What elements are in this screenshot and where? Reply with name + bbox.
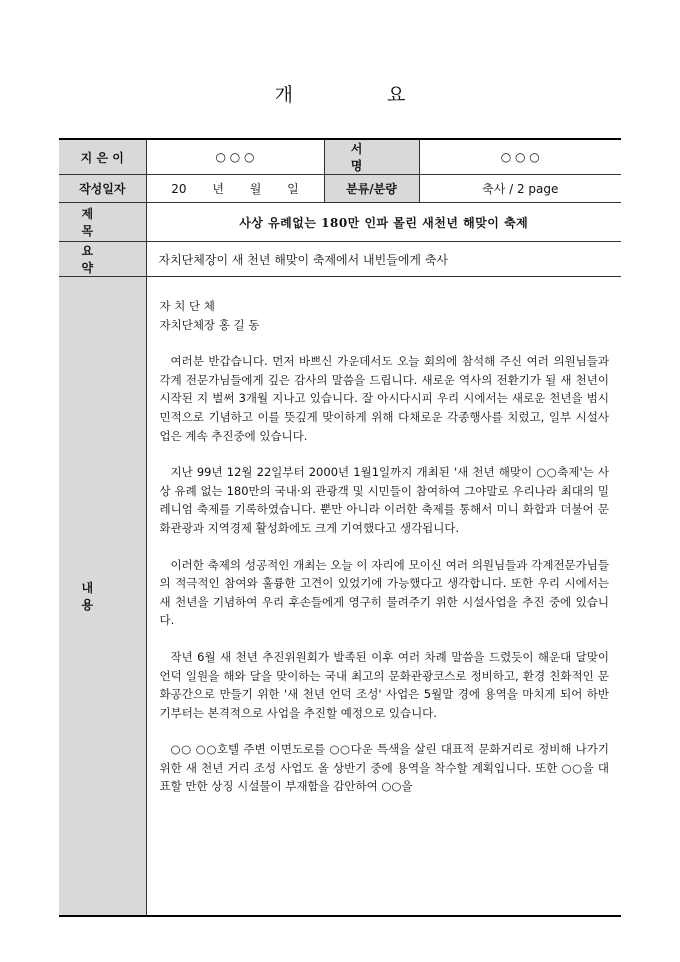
- paragraph-2: 지난 99년 12월 22일부터 2000년 1월1일까지 개최된 '새 천년 해맞이 ○○축제'는 사상 유례 없는 180만의 국내·외 관광객 및 시민들이 참여하여 그야말로 우리나라 최대의 밀레니엄 축제를 기록하였습니다. 뿐만 아니라 이러한 축제를 통해서 미니 화합과 더불어 문화관광과 지역경제 활성화에도 크게 기여했다고 생각됩니다.: [159, 465, 609, 535]
- summary-label: [59, 242, 146, 277]
- subject-label-text: 제 목: [81, 207, 124, 238]
- subject-label: [59, 203, 146, 242]
- author-label: 지 은 이: [59, 139, 146, 175]
- paragraph-5: ○○ ○○호텔 주변 이면도로를 ○○다운 특색을 살린 대표적 문화거리로 정비해 나가기 위한 새 천년 거리 조성 사업도 올 상반기 중에 용역을 착수할 계획입니다. 또한 ○○을 대표할 만한 상징 시설물이 부재함을 감안하여 ○○을: [159, 742, 609, 794]
- date-value: [146, 175, 324, 203]
- paragraph-1: 여러분 반갑습니다. 먼저 바쁘신 가운데서도 오늘 회의에 참석해 주신 여러 의원님들과 각계 전문가님들에게 깊은 감사의 말씀을 드립니다. 새로운 역사의 전환기가 될 새 천년이 시작된 지 벌써 3개월 지나고 있습니다. 잘 아시다시피 우리 시에서는 새로운 천년을 범시민적으로 기념하고 이를 뜻깊게 맞이하게 위해 다채로운 각종행사를 치렀고, 일부 시설사업은 계속 추진중에 있습니다.: [159, 354, 609, 443]
- content-label: [59, 277, 146, 917]
- category-label: 분류/분량: [324, 175, 419, 203]
- page-title: 개 요: [274, 84, 450, 106]
- date-value-text: 20 년 월 일: [171, 182, 299, 196]
- speaker-value: ○ ○ ○: [419, 139, 621, 175]
- content-body: [147, 277, 622, 796]
- paragraph-3: 이러한 축제의 성공적인 개최는 오늘 이 자리에 모이신 여러 의원님들과 각계전문가님들의 적극적인 참여와 훌륭한 고견이 있었기에 가능했다고 생각합니다. 또한 우리 시에서는 새 천년을 기념하여 우리 후손들에게 영구히 물려주기 위한 시설사업을 추진 중에 있습니다.: [159, 557, 609, 628]
- speaker-label-text: 서 명: [350, 142, 393, 173]
- speaker-label: [324, 139, 419, 175]
- sig-name: 자치단체장 홍 길 동: [159, 317, 260, 332]
- signature-block: [160, 297, 610, 334]
- summary-label-text: 요 약: [81, 244, 124, 275]
- paragraph-4: 작년 6월 새 천년 추진위원회가 발족된 이후 여러 차례 말씀을 드렸듯이 해운대 달맞이 언덕 일원을 해와 달을 맞이하는 국내 최고의 문화관광코스로 정비하고, 환경 친화적인 문화공간으로 만들기 위한 '새 천년 언덕 조성' 사업은 5월말 경에 용역을 마치게 되어 하반기부터는 본격적으로 사업을 추진할 예정으로 있습니다.: [159, 649, 609, 720]
- content-cell: [146, 277, 621, 917]
- summary-value: 자치단체장이 새 천년 해맞이 축제에서 내빈들에게 축사: [146, 242, 621, 277]
- author-value: ○ ○ ○: [146, 139, 324, 175]
- summary-table: [59, 138, 621, 917]
- category-value: 축사 / 2 page: [419, 175, 621, 203]
- sig-org: 자 치 단 체: [159, 299, 215, 313]
- date-label: 작성일자: [59, 175, 146, 203]
- subject-value: 사상 유례없는 180만 인파 몰린 새천년 해맞이 축제: [146, 203, 621, 242]
- content-label-text: 내 용: [81, 581, 124, 612]
